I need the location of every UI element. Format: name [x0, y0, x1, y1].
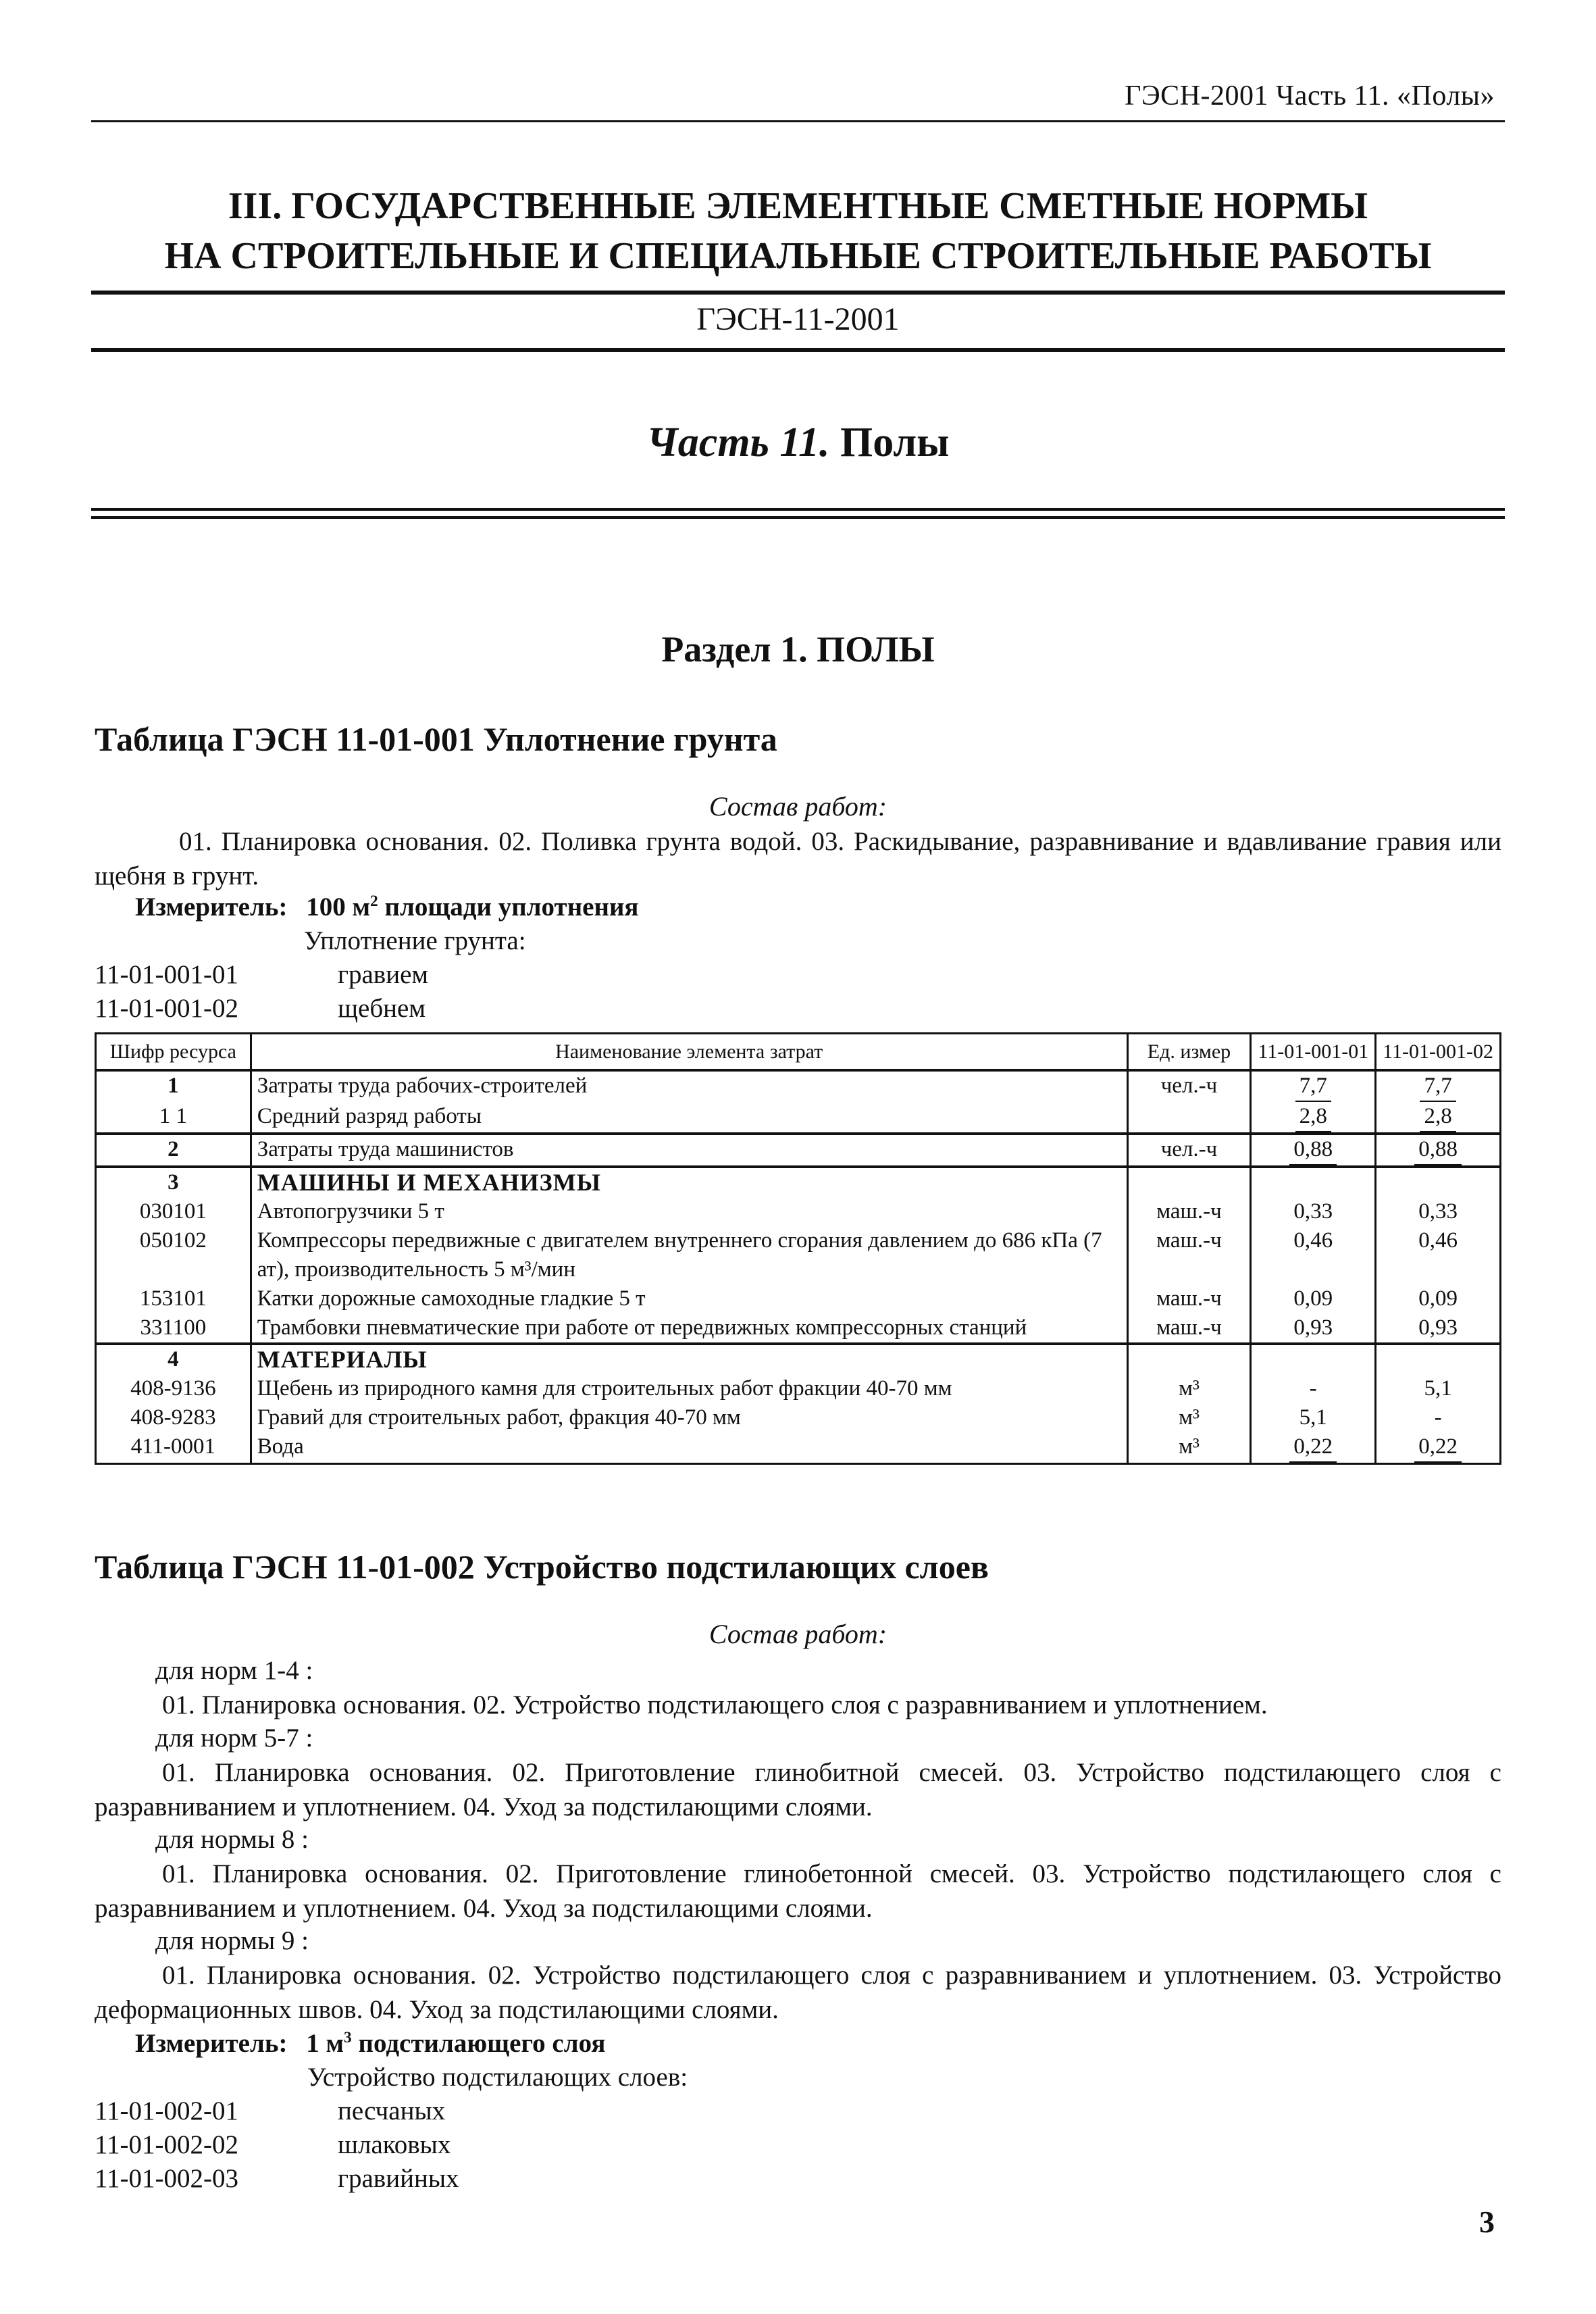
table2-meter — [135, 2027, 605, 2061]
cell-unit: маш.-ч — [1127, 1284, 1251, 1313]
cell-value-2: 0,46 — [1376, 1226, 1501, 1284]
cell-unit: м³ — [1127, 1403, 1251, 1432]
document-title — [91, 181, 1505, 281]
cell-name: Компрессоры передвижные с двигателем внутреннего сгорания давлением до 686 кПа (7 ат), производительность 5 м³/мин — [251, 1226, 1127, 1284]
cell-name: Щебень из природного камня для строительных работ фракции 40-70 мм — [251, 1374, 1127, 1403]
cell-value-2: 0,93 — [1376, 1313, 1501, 1344]
cost-table — [95, 1032, 1501, 1465]
cell-code: 408-9136 — [96, 1374, 251, 1403]
cell-name: Катки дорожные самоходные гладкие 5 т — [251, 1284, 1127, 1313]
cell-unit — [1127, 1167, 1251, 1197]
part-title — [91, 419, 1505, 467]
meter-label: Измеритель: — [135, 892, 288, 922]
page-number: 3 — [1479, 2205, 1495, 2239]
table-row — [96, 1374, 1501, 1403]
norm-code: 11-01-002-01 — [95, 2096, 239, 2126]
cell-value-2: - — [1376, 1403, 1501, 1432]
cell-value-1: 0,09 — [1251, 1284, 1376, 1313]
norm-name: гравийных — [338, 2164, 459, 2193]
cell-value-1: 0,46 — [1251, 1226, 1376, 1284]
table-row — [96, 1403, 1501, 1432]
table1-composition-text: 01. Планировка основания. 02. Поливка грунта водой. 03. Раскидывание, разравнивание и вдавливание гравия или щебня в грунт. — [95, 827, 1501, 890]
cell-value-2: 0,22 — [1376, 1432, 1501, 1464]
cell-code: 1 1 — [96, 1102, 251, 1134]
table2-block-text: 01. Планировка основания. 02. Приготовление глинобетонной смесей. 03. Устройство подстилающего слоя с разравниванием и уплотнением. 04. Уход за подстилающими слоями. — [95, 1859, 1501, 1923]
cell-code: 331100 — [96, 1313, 251, 1344]
cell-code: 408-9283 — [96, 1403, 251, 1432]
table2-block-for: для нормы 9 : — [155, 1926, 309, 1955]
norm-code: 11-01-001-02 — [95, 994, 239, 1023]
cell-name: Вода — [251, 1432, 1127, 1464]
cell-value-1: - — [1251, 1374, 1376, 1403]
table2-block-for: для норм 1-4 : — [155, 1656, 313, 1685]
col-header-norm-1: 11-01-001-01 — [1251, 1034, 1376, 1071]
cell-code: 2 — [96, 1134, 251, 1167]
cell-unit — [1127, 1344, 1251, 1374]
table2-block-text: 01. Планировка основания. 02. Устройство подстилающего слоя с разравниванием и уплотнением. — [162, 1690, 1268, 1719]
meter-value: 1 $м^3$ подстилающего слоя — [306, 2029, 606, 2058]
meter-label: Измеритель: — [135, 2029, 288, 2058]
table-row — [96, 1432, 1501, 1464]
col-header-code: Шифр ресурса — [96, 1034, 251, 1071]
cell-code: 153101 — [96, 1284, 251, 1313]
norm-code: 11-01-002-03 — [95, 2164, 239, 2193]
cell-unit: маш.-ч — [1127, 1226, 1251, 1284]
cell-value-1 — [1251, 1344, 1376, 1374]
meter-value: 100 $м^2$ площади уплотнения — [306, 892, 639, 922]
cell-code: 3 — [96, 1167, 251, 1197]
table-header-row — [96, 1034, 1501, 1071]
part-rule-1 — [91, 508, 1505, 511]
cell-value-2: 2,8 — [1376, 1102, 1501, 1134]
cell-value-2: 0,09 — [1376, 1284, 1501, 1313]
cell-value-1: 7,7 — [1251, 1070, 1376, 1102]
table-row — [96, 1284, 1501, 1313]
table-row — [96, 1344, 1501, 1374]
cell-name: Трамбовки пневматические при работе от передвижных компрессорных станций — [251, 1313, 1127, 1344]
cell-value-1: 0,33 — [1251, 1197, 1376, 1226]
cell-unit — [1127, 1102, 1251, 1134]
table-row — [96, 1197, 1501, 1226]
table-row — [96, 1313, 1501, 1344]
table-row — [96, 1070, 1501, 1102]
cell-name: Средний разряд работы — [251, 1102, 1127, 1134]
cell-value-2: 0,33 — [1376, 1197, 1501, 1226]
cell-unit: маш.-ч — [1127, 1197, 1251, 1226]
table2-composition-label: Состав работ: — [709, 1619, 887, 1649]
part-rule-2 — [91, 516, 1505, 519]
norm-code: 11-01-002-02 — [95, 2130, 239, 2159]
cell-name: Затраты труда машинистов — [251, 1134, 1127, 1167]
col-header-unit: Ед. измер — [1127, 1034, 1251, 1071]
code-title: ГЭСН-11-2001 — [696, 301, 900, 337]
table1-group-title: Уплотнение грунта: — [304, 926, 526, 955]
title-line-2: НА СТРОИТЕЛЬНЫЕ И СПЕЦИАЛЬНЫЕ СТРОИТЕЛЬНЫЕ РАБОТЫ — [164, 235, 1432, 277]
cell-value-2: 7,7 — [1376, 1070, 1501, 1102]
table2-block-text: 01. Планировка основания. 02. Приготовление глинобитной смесей. 03. Устройство подстилающего слоя с разравниванием и уплотнением. 04. Уход за подстилающими слоями. — [95, 1758, 1501, 1821]
cell-value-1: 2,8 — [1251, 1102, 1376, 1134]
table2-group-title: Устройство подстилающих слоев: — [307, 2063, 688, 2092]
cell-value-1 — [1251, 1167, 1376, 1197]
cell-value-1: 0,22 — [1251, 1432, 1376, 1464]
running-header: ГЭСН-2001 Часть 11. «Полы» — [1125, 80, 1495, 111]
part-prefix: Часть 11. — [646, 420, 830, 466]
cell-code: 4 — [96, 1344, 251, 1374]
table1-meter — [135, 890, 639, 924]
cell-unit: чел.-ч — [1127, 1134, 1251, 1167]
cell-code: 1 — [96, 1070, 251, 1102]
table-row — [96, 1167, 1501, 1197]
table2-block-text: 01. Планировка основания. 02. Устройство подстилающего слоя с разравниванием и уплотнением. 03. Устройство деформационных швов. 04. Уход за подстилающими слоями. — [95, 1961, 1501, 2024]
cell-name: Гравий для строительных работ, фракция 40-70 мм — [251, 1403, 1127, 1432]
cell-value-2: 5,1 — [1376, 1374, 1501, 1403]
cell-name: Затраты труда рабочих-строителей — [251, 1070, 1127, 1102]
cell-group-heading: МАШИНЫ И МЕХАНИЗМЫ — [251, 1167, 1127, 1197]
cell-unit: маш.-ч — [1127, 1313, 1251, 1344]
table2-title: Таблица ГЭСН 11-01-002 Устройство подстилающих слоев — [95, 1548, 989, 1586]
cell-unit: м³ — [1127, 1432, 1251, 1464]
table2-block-for: для норм 5-7 : — [155, 1724, 313, 1753]
cell-value-1: 0,93 — [1251, 1313, 1376, 1344]
cell-value-2 — [1376, 1344, 1501, 1374]
table1-composition-label: Состав работ: — [709, 791, 887, 822]
table-row — [96, 1134, 1501, 1167]
table2-block-for: для нормы 8 : — [155, 1825, 309, 1854]
cell-value-2 — [1376, 1167, 1501, 1197]
table-row — [96, 1102, 1501, 1134]
col-header-name: Наименование элемента затрат — [251, 1034, 1127, 1071]
col-header-norm-2: 11-01-001-02 — [1376, 1034, 1501, 1071]
norm-name: песчаных — [338, 2096, 446, 2126]
cell-code: 050102 — [96, 1226, 251, 1284]
norm-name: щебнем — [338, 994, 426, 1023]
cell-group-heading: МАТЕРИАЛЫ — [251, 1344, 1127, 1374]
norm-name: гравием — [338, 960, 429, 989]
table1-title: Таблица ГЭСН 11-01-001 Уплотнение грунта — [95, 720, 777, 758]
section-title: Раздел 1. ПОЛЫ — [661, 629, 935, 670]
cell-value-1: 5,1 — [1251, 1403, 1376, 1432]
norm-code: 11-01-001-01 — [95, 960, 239, 989]
table-row — [96, 1226, 1501, 1284]
cell-unit: чел.-ч — [1127, 1070, 1251, 1102]
cell-unit: м³ — [1127, 1374, 1251, 1403]
cell-code: 411-0001 — [96, 1432, 251, 1464]
cell-code: 030101 — [96, 1197, 251, 1226]
cell-name: Автопогрузчики 5 т — [251, 1197, 1127, 1226]
cell-value-1: 0,88 — [1251, 1134, 1376, 1167]
header-rule — [91, 120, 1505, 122]
norm-name: шлаковых — [338, 2130, 451, 2159]
title-line-1: III. ГОСУДАРСТВЕННЫЕ ЭЛЕМЕНТНЫЕ СМЕТНЫЕ НОРМЫ — [228, 185, 1368, 227]
part-name: Полы — [840, 420, 950, 466]
title-rule-bottom — [91, 348, 1505, 352]
title-rule-top — [91, 291, 1505, 295]
cell-value-2: 0,88 — [1376, 1134, 1501, 1167]
